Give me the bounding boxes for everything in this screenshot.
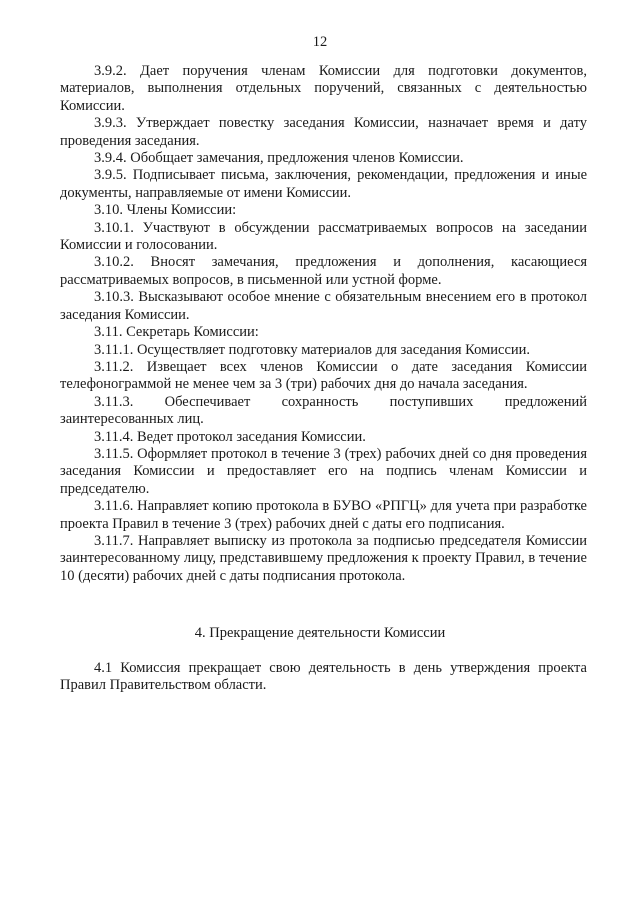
paragraph: 3.11.1. Осуществляет подготовку материалов для заседания Комиссии. — [94, 341, 531, 358]
paragraph: 4.1 Комиссия прекращает свою деятельность в день утверждения проекта Правил Правительством области. — [60, 660, 587, 694]
paragraph: 3.10.3. Высказывают особое мнение с обязательным внесением его в протокол заседания Комиссии. — [60, 289, 587, 323]
paragraph: 3.9.4. Обобщает замечания, предложения членов Комиссии. — [94, 150, 464, 167]
paragraph: 3.11.7. Направляет выписку из протокола за подписью председателя Комиссии заинтересованному лицу, представившему предложения к проекту Правил, в течение 10 (десяти) рабочих дней с даты подписания протокола. — [60, 532, 587, 584]
paragraph: 3.9.5. Подписывает письма, заключения, рекомендации, предложения и иные документы, направляемые от имени Комиссии. — [60, 167, 587, 201]
paragraph: 3.9.2. Дает поручения членам Комиссии для подготовки документов, материалов, выполнения отдельных поручений, связанных с деятельностью Комиссии. — [60, 63, 587, 114]
paragraph: 3.11.6. Направляет копию протокола в БУВО «РПГЦ» для учета при разработке проекта Правил в течение 3 (трех) рабочих дней с даты его подписания. — [60, 498, 587, 532]
paragraph: 3.10.2. Вносят замечания, предложения и дополнения, касающиеся рассматриваемых вопросов, в письменной или устной форме. — [60, 254, 587, 288]
paragraph: 3.11. Секретарь Комиссии: — [94, 324, 259, 341]
paragraph: 3.9.3. Утверждает повестку заседания Комиссии, назначает время и дату проведения заседания. — [60, 115, 587, 149]
paragraph: 3.11.2. Извещает всех членов Комиссии о дате заседания Комиссии телефонограммой не менее чем за 3 (три) рабочих дня до начала заседания. — [60, 358, 587, 393]
final-section — [60, 660, 587, 695]
body-text — [60, 63, 587, 585]
page-number: 12 — [312, 34, 328, 50]
paragraph: 3.10. Члены Комиссии: — [94, 202, 237, 219]
paragraph: 3.11.3. Обеспечивает сохранность поступивших предложений заинтересованных лиц. — [60, 393, 587, 428]
paragraph: 3.11.5. Оформляет протокол в течение 3 (трех) рабочих дней со дня проведения заседания Комиссии и предоставляет его на подпись членам Комиссии и председателю. — [60, 445, 587, 497]
paragraph: 3.10.1. Участвуют в обсуждении рассматриваемых вопросов на заседании Комиссии и голосовании. — [60, 219, 587, 254]
paragraph: 3.11.4. Ведет протокол заседания Комиссии. — [94, 428, 366, 445]
section-heading: 4. Прекращение деятельности Комиссии — [194, 625, 446, 641]
